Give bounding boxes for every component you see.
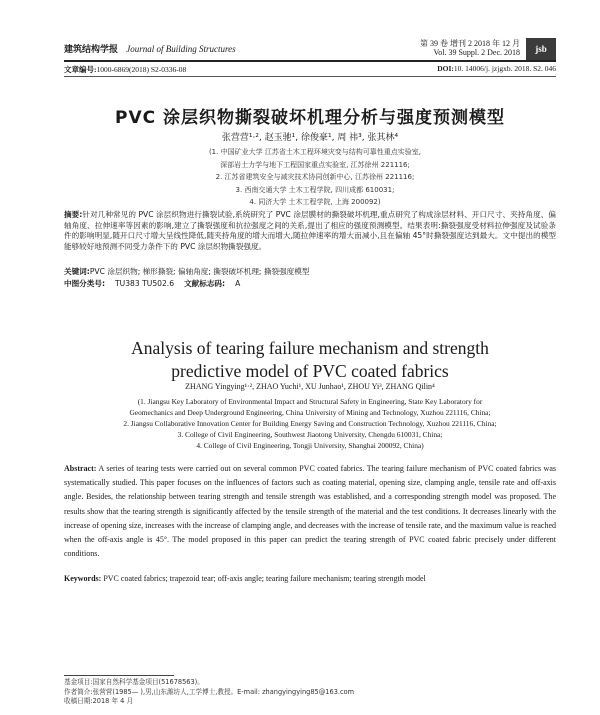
affiliation-line: 2. Jiangsu Collaborative Innovation Center for Building Energy Saving and Construction Technology, Xuzhou 221116, China;: [123, 419, 497, 428]
footnote-funding: 基金项目:国家自然科学基金项目(51678563)。: [64, 678, 204, 686]
authors-en: ZHANG Yingying¹·², ZHAO Yuchi¹, XU Junhao¹, ZHOU Yi³, ZHANG Qilin⁴: [185, 382, 435, 391]
article-number-label: 文章编号:: [64, 65, 97, 74]
article-number-value: 1000-6869(2018) S2-0336-08: [96, 65, 187, 74]
abstract-en-label: Abstract:: [64, 464, 97, 473]
affiliations-en: [64, 396, 556, 451]
title-en-line: Analysis of tearing failure mechanism and strength: [131, 338, 489, 358]
journal-name-en: Journal of Building Structures: [126, 44, 236, 54]
class-number: TU383 TU502.6: [115, 279, 175, 288]
doi-value: 10. 14006/j. jzjgxb. 2018. S2. 046: [453, 64, 556, 73]
keywords-en-text: PVC coated fabrics; trapezoid tear; off-axis angle; tearing failure mechanism; tearing strength model: [103, 574, 426, 583]
volume-info-cn: 第 39 卷 增刊 2 2018 年 12 月: [420, 39, 520, 48]
abstract-en-text: A series of tearing tests were carried out on several common PVC coated fabrics. The tearing failure mechanism of PVC coated fabrics was systematically studied. This paper focuses on the influences of factors such as coating material, opening size, clamping angle, tensile rate and off-axis angle. Besides, the relationship between tearing strength and tensile strength was established, and a corresponding strength model was proposed. The results show that the tearing strength is significantly affected by the tensile strength of the material and the test conditions. It decreases linearly with the increase of opening size, increases with the increase of clamping angle, and decreases with the increase of tensile rate, and the maximum value is reached when the off-axis angle is 45°. The model proposed in this paper can predict the tearing strength of PVC coated fabric precisely under different conditions.: [64, 464, 557, 559]
classification-cn: [64, 278, 250, 289]
abstract-cn-label: 摘要:: [64, 210, 83, 219]
abstract-cn: [64, 210, 556, 252]
doc-code: A: [235, 279, 241, 288]
title-cn: PVC 涂层织物撕裂破坏机理分析与强度预测模型: [114, 108, 505, 128]
affiliation-line: 3. 西南交通大学 土木工程学院, 四川成都 610031;: [235, 185, 395, 194]
header-subrule: [64, 76, 556, 77]
doc-code-label: 文献标志码:: [184, 279, 226, 288]
footnotes: [64, 678, 556, 707]
affiliation-line: Geomechanics and Deep Underground Engineering, China University of Mining and Technology, Xuzhou 221116, China;: [129, 408, 491, 417]
keywords-cn-text: PVC 涂层织物; 梯形撕裂; 偏轴角度; 撕裂破坏机理; 撕裂强度模型: [89, 267, 310, 276]
keywords-cn-label: 关键词:: [64, 267, 90, 276]
keywords-en-label: Keywords:: [64, 574, 102, 583]
doi: [437, 64, 556, 73]
journal-name-cn: 建筑结构学报: [64, 44, 119, 54]
abstract-en: [64, 462, 556, 561]
abstract-cn-text: 针对几种常见的 PVC 涂层织物进行撕裂试验,系统研究了 PVC 涂层膜材的撕裂破坏机理,重点研究了构成涂层材料、开口尺寸、夹持角度、偏轴角度、拉伸速率等因素的影响,建立了撕裂强度和抗拉强度之间的关系,提出了相应的强度预测模型。结果表明:撕裂强度受材料拉伸强度及试验条件的影响明显,随开口尺寸增大呈线性降低,随夹持角度的增大而增大,随拉伸速率的增大而减小,且在偏轴 45°时撕裂强度达到最大。文中提出的模型能够较好地预测不同受力条件下的 PVC 涂层织物撕裂强度。: [64, 210, 556, 251]
authors-cn: 张营营¹·², 赵玉驰¹, 徐俊豪¹, 周 祎³, 张其林⁴: [221, 133, 399, 143]
header-rule: [64, 60, 556, 62]
affiliation-line: (1. 中国矿业大学 江苏省土木工程环境灾变与结构可靠性重点实验室,: [208, 148, 422, 156]
footnote-rule: [64, 675, 174, 676]
footnote-received: 收稿日期:2018 年 4 月: [64, 697, 134, 705]
affiliation-line: 2. 江苏省建筑安全与减灾技术协同创新中心, 江苏徐州 221116;: [215, 173, 415, 181]
affiliation-line: (1. Jiangsu Key Laboratory of Environmental Impact and Structural Safety in Engineering, State Key Laboratory for: [137, 397, 483, 406]
affiliation-line: 3. College of Civil Engineering, Southwest Jiaotong University, Chengdu 610031, China;: [177, 430, 443, 439]
article-number: [64, 64, 186, 75]
title-en-line: predictive model of PVC coated fabrics: [171, 361, 449, 381]
footnote-author: 作者简介:张营营(1985— ),男,山东潍坊人,工学博士,教授。E-mail: zhangyingying85@163.com: [64, 687, 355, 696]
title-en: [64, 337, 556, 383]
keywords-cn: [64, 266, 556, 277]
volume-info-en: Vol. 39 Suppl. 2 Dec. 2018: [433, 48, 520, 57]
affiliation-line: 4. College of Civil Engineering, Tongji University, Shanghai 200092, China): [196, 441, 424, 450]
keywords-en: [64, 574, 556, 583]
affiliation-line: 4. 同济大学 土木工程学院, 上海 200092): [249, 198, 381, 206]
class-label: 中图分类号:: [64, 279, 106, 288]
affiliation-line: 深部岩土力学与地下工程国家重点实验室, 江苏徐州 221116;: [220, 160, 410, 169]
journal-logo-icon: jsb: [526, 38, 556, 60]
doi-label: DOI:: [437, 64, 454, 73]
affiliations-cn: [120, 146, 510, 209]
journal-name: [64, 42, 236, 55]
